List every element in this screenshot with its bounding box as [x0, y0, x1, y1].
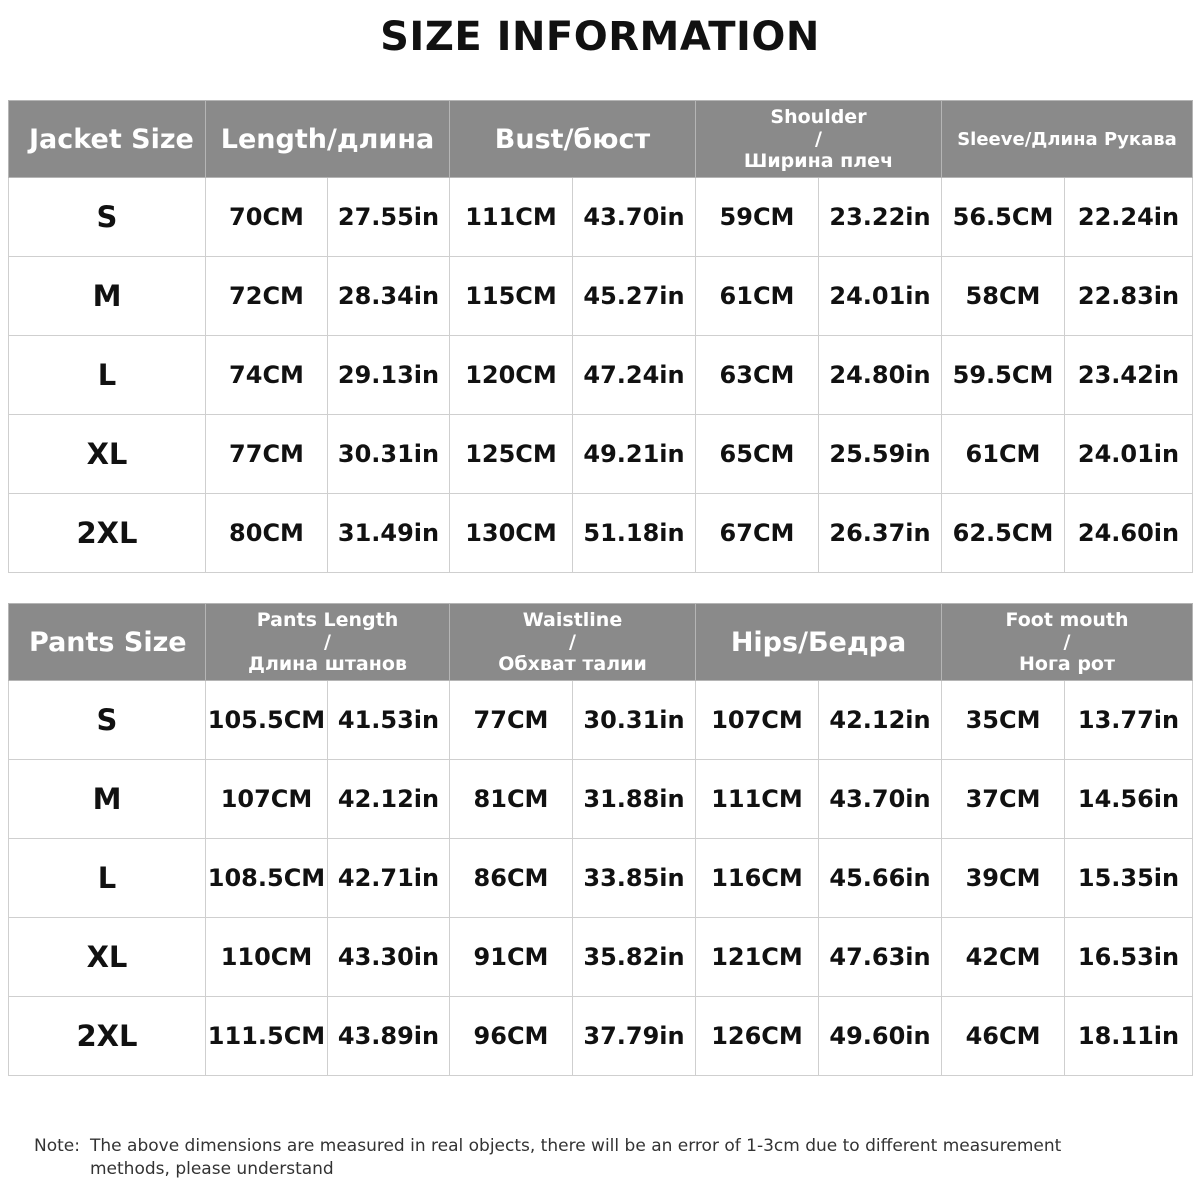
cm-value-cell: 111.5CM — [206, 997, 328, 1076]
size-label-cell: M — [9, 760, 206, 839]
inch-value-cell: 49.21in — [573, 415, 696, 494]
jacket-length-header — [206, 101, 450, 178]
inch-value-cell: 14.56in — [1065, 760, 1193, 839]
inch-value-cell: 24.80in — [819, 336, 942, 415]
inch-value-cell: 31.49in — [328, 494, 450, 573]
cm-value-cell: 105.5CM — [206, 681, 328, 760]
header-line: Длина штанов — [248, 653, 407, 675]
inch-value-cell: 16.53in — [1065, 918, 1193, 997]
size-label-cell: 2XL — [9, 494, 206, 573]
inch-value-cell: 22.83in — [1065, 257, 1193, 336]
inch-value-cell: 29.13in — [328, 336, 450, 415]
pants-header-row — [9, 604, 1193, 681]
size-label-cell: 2XL — [9, 997, 206, 1076]
cm-value-cell: 58CM — [942, 257, 1065, 336]
page-title: SIZE INFORMATION — [380, 14, 820, 60]
cm-value-cell: 91CM — [450, 918, 573, 997]
cm-value-cell: 72CM — [206, 257, 328, 336]
inch-value-cell: 26.37in — [819, 494, 942, 573]
cm-value-cell: 86CM — [450, 839, 573, 918]
jacket-shoulder-header — [696, 101, 942, 178]
cm-value-cell: 42CM — [942, 918, 1065, 997]
inch-value-cell: 13.77in — [1065, 681, 1193, 760]
cm-value-cell: 37CM — [942, 760, 1065, 839]
jacket-sleeve-header — [942, 101, 1193, 178]
inch-value-cell: 23.22in — [819, 178, 942, 257]
cm-value-cell: 39CM — [942, 839, 1065, 918]
header-line: Length/длина — [220, 123, 435, 155]
table-row — [9, 839, 1193, 918]
note-label: Note: — [34, 1136, 80, 1156]
jacket-size-header: Jacket Size — [9, 101, 206, 178]
header-line: / — [815, 128, 822, 150]
pants-size-header: Pants Size — [9, 604, 206, 681]
cm-value-cell: 46CM — [942, 997, 1065, 1076]
inch-value-cell: 43.30in — [328, 918, 450, 997]
size-label-cell: L — [9, 839, 206, 918]
table-row — [9, 336, 1193, 415]
pants-foot-mouth-header — [942, 604, 1193, 681]
cm-value-cell: 61CM — [942, 415, 1065, 494]
inch-value-cell: 43.89in — [328, 997, 450, 1076]
inch-value-cell: 42.71in — [328, 839, 450, 918]
cm-value-cell: 111CM — [696, 760, 819, 839]
header-line: Foot mouth — [1005, 609, 1129, 631]
cm-value-cell: 63CM — [696, 336, 819, 415]
pants-size-table — [8, 603, 1193, 1076]
header-line: / — [324, 631, 331, 653]
cm-value-cell: 61CM — [696, 257, 819, 336]
pants-length-header — [206, 604, 450, 681]
measurement-note — [34, 1135, 1194, 1181]
pants-waistline-header — [450, 604, 696, 681]
cm-value-cell: 74CM — [206, 336, 328, 415]
header-line: Shoulder — [770, 106, 867, 128]
inch-value-cell: 15.35in — [1065, 839, 1193, 918]
inch-value-cell: 42.12in — [328, 760, 450, 839]
header-line: Ширина плеч — [743, 150, 894, 172]
inch-value-cell: 43.70in — [573, 178, 696, 257]
inch-value-cell: 28.34in — [328, 257, 450, 336]
table-row — [9, 681, 1193, 760]
cm-value-cell: 81CM — [450, 760, 573, 839]
inch-value-cell: 25.59in — [819, 415, 942, 494]
pants-hips-header — [696, 604, 942, 681]
inch-value-cell: 47.63in — [819, 918, 942, 997]
inch-value-cell: 49.60in — [819, 997, 942, 1076]
cm-value-cell: 77CM — [450, 681, 573, 760]
inch-value-cell: 30.31in — [328, 415, 450, 494]
cm-value-cell: 107CM — [206, 760, 328, 839]
table-row — [9, 415, 1193, 494]
cm-value-cell: 116CM — [696, 839, 819, 918]
cm-value-cell: 56.5CM — [942, 178, 1065, 257]
note-text-line-1: The above dimensions are measured in real objects, there will be an error of 1-3cm due to different measurement — [90, 1136, 1062, 1156]
inch-value-cell: 47.24in — [573, 336, 696, 415]
inch-value-cell: 24.01in — [819, 257, 942, 336]
inch-value-cell: 45.66in — [819, 839, 942, 918]
table-row — [9, 494, 1193, 573]
header-line: Pants Length — [256, 609, 399, 631]
size-label-cell: XL — [9, 918, 206, 997]
header-line: / — [569, 631, 576, 653]
table-row — [9, 760, 1193, 839]
cm-value-cell: 35CM — [942, 681, 1065, 760]
cm-value-cell: 67CM — [696, 494, 819, 573]
cm-value-cell: 125CM — [450, 415, 573, 494]
table-row — [9, 997, 1193, 1076]
cm-value-cell: 110CM — [206, 918, 328, 997]
cm-value-cell: 70CM — [206, 178, 328, 257]
inch-value-cell: 24.60in — [1065, 494, 1193, 573]
table-row — [9, 257, 1193, 336]
cm-value-cell: 126CM — [696, 997, 819, 1076]
note-text-line-2: methods, please understand — [90, 1159, 334, 1179]
cm-value-cell: 121CM — [696, 918, 819, 997]
size-label-cell: L — [9, 336, 206, 415]
cm-value-cell: 59.5CM — [942, 336, 1065, 415]
inch-value-cell: 22.24in — [1065, 178, 1193, 257]
cm-value-cell: 120CM — [450, 336, 573, 415]
inch-value-cell: 24.01in — [1065, 415, 1193, 494]
size-label-cell: XL — [9, 415, 206, 494]
inch-value-cell: 45.27in — [573, 257, 696, 336]
table-row — [9, 178, 1193, 257]
cm-value-cell: 59CM — [696, 178, 819, 257]
inch-value-cell: 35.82in — [573, 918, 696, 997]
size-label-cell: S — [9, 178, 206, 257]
cm-value-cell: 107CM — [696, 681, 819, 760]
header-line: / — [1063, 631, 1071, 653]
cm-value-cell: 130CM — [450, 494, 573, 573]
inch-value-cell: 43.70in — [819, 760, 942, 839]
size-label-cell: S — [9, 681, 206, 760]
inch-value-cell: 27.55in — [328, 178, 450, 257]
header-line: Sleeve/Длина Рукава — [957, 128, 1177, 150]
cm-value-cell: 96CM — [450, 997, 573, 1076]
inch-value-cell: 42.12in — [819, 681, 942, 760]
inch-value-cell: 37.79in — [573, 997, 696, 1076]
header-line: Нога рот — [1019, 653, 1115, 675]
table-row — [9, 918, 1193, 997]
header-line: Waistline — [522, 609, 623, 631]
jacket-header-row — [9, 101, 1193, 178]
size-label-cell: M — [9, 257, 206, 336]
inch-value-cell: 30.31in — [573, 681, 696, 760]
cm-value-cell: 77CM — [206, 415, 328, 494]
cm-value-cell: 108.5CM — [206, 839, 328, 918]
header-line: Bust/бюст — [494, 123, 651, 155]
header-line: Обхват талии — [498, 653, 647, 675]
cm-value-cell: 115CM — [450, 257, 573, 336]
inch-value-cell: 31.88in — [573, 760, 696, 839]
inch-value-cell: 23.42in — [1065, 336, 1193, 415]
cm-value-cell: 65CM — [696, 415, 819, 494]
inch-value-cell: 41.53in — [328, 681, 450, 760]
cm-value-cell: 62.5CM — [942, 494, 1065, 573]
inch-value-cell: 51.18in — [573, 494, 696, 573]
inch-value-cell: 18.11in — [1065, 997, 1193, 1076]
jacket-size-table — [8, 100, 1193, 573]
cm-value-cell: 80CM — [206, 494, 328, 573]
jacket-bust-header — [450, 101, 696, 178]
inch-value-cell: 33.85in — [573, 839, 696, 918]
header-line: Hips/Бедра — [730, 626, 907, 658]
cm-value-cell: 111CM — [450, 178, 573, 257]
